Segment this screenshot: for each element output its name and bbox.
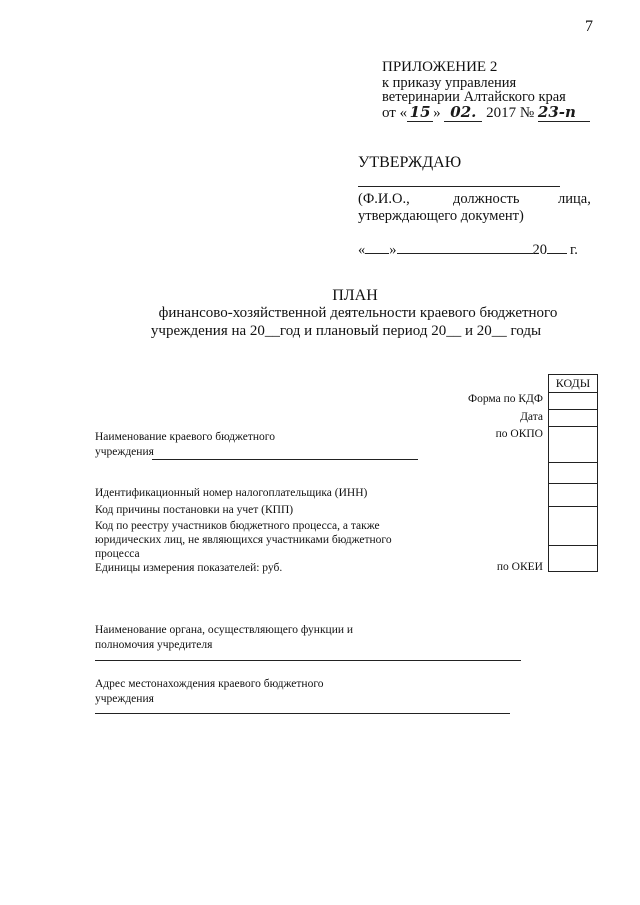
approve-person: лица,	[558, 191, 591, 207]
inn-label: Идентификационный номер налогоплательщика (ИНН)	[95, 487, 368, 499]
plan-title: ПЛАН	[332, 287, 378, 304]
date-day: 15	[407, 103, 433, 122]
approve-date-open: «	[358, 242, 366, 258]
registry-label-3: процесса	[95, 548, 140, 560]
address-label-2: учреждения	[95, 693, 154, 705]
plan-subtitle-2: учреждения на 20__год и плановый период 20__ и 20__ годы	[150, 323, 542, 339]
approve-date-month-blank	[397, 253, 533, 254]
date-mid: »	[433, 105, 441, 121]
founder-line	[95, 660, 521, 661]
registry-label-1: Код по реестру участников бюджетного процесса, а также	[95, 520, 380, 532]
code-cell-kpp	[549, 484, 597, 507]
institution-name-label-2: учреждения	[95, 446, 154, 458]
approve-year-prefix: 20	[532, 242, 547, 258]
code-cell-inn	[549, 463, 597, 484]
label-okpo: по ОКПО	[495, 428, 543, 440]
kpp-label: Код причины постановки на учет (КПП)	[95, 504, 294, 516]
units-label: Единицы измерения показателей: руб.	[95, 562, 283, 574]
label-forma-kdf: Форма по КДФ	[468, 393, 543, 405]
institution-name-line	[152, 459, 418, 460]
page-number: 7	[585, 18, 593, 35]
appendix-line-1: к приказу управления	[382, 75, 517, 91]
appendix-line-2: ветеринарии Алтайского края	[382, 89, 566, 105]
approve-position: должность	[453, 191, 520, 207]
label-okei: по ОКЕИ	[496, 561, 543, 573]
code-cell-forma	[549, 393, 597, 410]
address-label-1: Адрес местонахождения краевого бюджетного	[95, 678, 324, 690]
code-cell-okpo	[549, 427, 597, 463]
signature-line	[358, 186, 560, 187]
appendix-title: ПРИЛОЖЕНИЕ 2	[382, 59, 498, 75]
approve-year-blank	[547, 253, 567, 254]
approve-fio: (Ф.И.О.,	[358, 191, 410, 207]
code-cell-registry	[549, 507, 597, 546]
date-prefix: от «	[382, 105, 408, 121]
code-cell-okei	[549, 546, 597, 564]
approve-date-close: »	[389, 242, 397, 258]
approve-line-2: утверждающего документ)	[358, 208, 524, 224]
appendix-date-line	[382, 103, 590, 122]
plan-subtitle-1: финансово-хозяйственной деятельности краевого бюджетного	[158, 305, 558, 321]
approve-title: УТВЕРЖДАЮ	[358, 154, 462, 171]
founder-label-1: Наименование органа, осуществляющего функции и	[95, 624, 354, 636]
approve-date-day-blank	[365, 253, 389, 254]
approve-date	[358, 242, 578, 259]
date-year: 2017 №	[486, 105, 535, 121]
founder-label-2: полномочия учредителя	[95, 639, 213, 651]
codes-table	[548, 374, 598, 572]
date-month: 02.	[444, 103, 482, 122]
registry-label-2: юридических лиц, не являющихся участниками бюджетного	[95, 534, 392, 546]
codes-header: КОДЫ	[549, 375, 597, 393]
label-date: Дата	[520, 411, 543, 423]
code-cell-date	[549, 410, 597, 427]
order-number: 23-п	[538, 103, 590, 122]
address-line	[95, 713, 510, 714]
approve-year-suffix: г.	[570, 242, 578, 258]
institution-name-label-1: Наименование краевого бюджетного	[95, 431, 275, 443]
